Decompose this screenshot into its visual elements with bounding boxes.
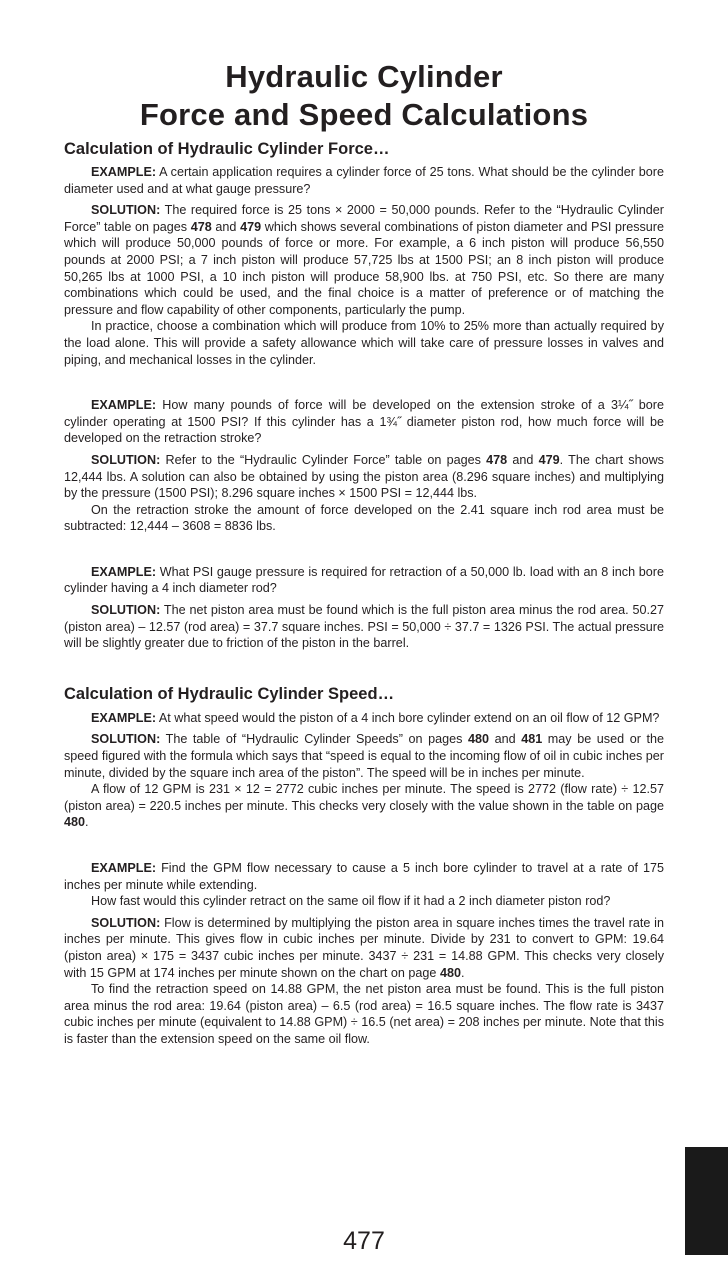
force-practice-paragraph: In practice, choose a combination which will produce from 10% to 25% more than actually required by the load alone. This will provide a safety allowance which will take care of pressure losses in valves and piping, and mechanical losses in the cylinder. [64,319,664,367]
force-solution-3: SOLUTION: The net piston area must be found which is the full piston area minus the rod area. 50.27 (piston area) – 12.57 (rod area) = 37.7 square inches. PSI = 50,000 ÷ 37.7 = 1326 PSI. The actual pressure will be slightly greater due to friction of the piston in the barrel. [64,603,664,651]
thumb-index-tab [685,1147,728,1255]
speed-retraction-paragraph: To find the retraction speed on 14.88 GPM, the net piston area must be found. This is the full piston area minus the rod area: 19.64 (piston area) – 6.5 (rod area) = 16.5 square inches. The flow rate is 3437 cubic inches per minute (equivalent to 14.88 GPM) ÷ 16.5 (net area) = 208 inches per minute. Note that this is faster than the extension speed on the same oil flow. [64,982,664,1046]
force-example-2: EXAMPLE: How many pounds of force will be developed on the extension stroke of a 3¼˝ bore cylinder operating at 1500 PSI? If this cylinder has a 1¾˝ diameter piston rod, how much force will be developed on the retraction stroke? [64,398,664,446]
force-section-heading: Calculation of Hydraulic Cylinder Force… [64,140,390,158]
speed-flow-paragraph: A flow of 12 GPM is 231 × 12 = 2772 cubic inches per minute. The speed is 2772 (flow rate) ÷ 12.57 (piston area) = 220.5 inches per minute. This checks very closely with the value shown in the table on page 480. [64,782,664,830]
speed-example-1: EXAMPLE: At what speed would the piston of a 4 inch bore cylinder extend on an oil flow of 12 GPM? [91,710,660,725]
force-retraction-paragraph: On the retraction stroke the amount of force developed on the 2.41 square inch rod area must be subtracted: 12,444 – 3608 = 8836 lbs. [64,502,664,534]
title-line-1: Hydraulic Cylinder [225,59,503,94]
page-number: 477 [343,1227,385,1255]
title-line-2: Force and Speed Calculations [139,97,589,132]
speed-example-2: EXAMPLE: Find the GPM flow necessary to cause a 5 inch bore cylinder to travel at a rate of 175 inches per minute while extending. [64,861,664,892]
force-solution-2: SOLUTION: Refer to the “Hydraulic Cylinder Force” table on pages 478 and 479. The chart shows 12,444 lbs. A solution can also be obtained by using the piston area (8.296 square inches) and multiplying by the pressure (1500 PSI); 8.296 square inches × 1500 PSI = 12,444 lbs. [64,452,664,501]
force-example-3: EXAMPLE: What PSI gauge pressure is required for retraction of a 50,000 lb. load with an 8 inch bore cylinder having a 4 inch diameter rod? [64,564,664,596]
page-title [64,58,664,134]
force-example-1: EXAMPLE: A certain application requires a cylinder force of 25 tons. What should be the cylinder bore diameter used and at what gauge pressure? [64,165,664,196]
force-solution-1: SOLUTION: The required force is 25 tons × 2000 = 50,000 pounds. Refer to the “Hydraulic Cylinder Force” table on pages 478 and 479 which shows several combinations of piston diameter and PSI pressure which will produce 50,000 pounds of force or more. For example, a 6 inch piston will produce 56,550 pounds at 2000 PSI; a 7 inch piston will produce 57,725 lbs at 1500 PSI; an 8 inch piston will produce 50,265 lbs at 1000 PSI, a 10 inch piston will produce 58,900 lbs. at 750 PSI, etc. So there are many combinations which could be used, and the final choice is a matter of preference or of matching the pressure and flow capability of other components, particularly the pump. [64,203,664,317]
speed-section-heading: Calculation of Hydraulic Cylinder Speed… [64,684,395,703]
speed-solution-2: SOLUTION: Flow is determined by multiplying the piston area in square inches times the travel rate in inches per minute. This gives flow in cubic inches per minute. Divide by 231 to convert to GPM: 19.64 (piston area) × 175 = 3437 cubic inches per minute. 3437 ÷ 231 = 14.88 GPM. This checks very closely with 15 GPM at 174 inches per minute shown on the chart on page 480. [64,915,664,980]
speed-solution-1: SOLUTION: The table of “Hydraulic Cylinder Speeds” on pages 480 and 481 may be used or the speed figured with the formula which says that “speed is equal to the incoming flow of oil in cubic inches per minute, divided by the square inch area of the piston”. The speed will be in inches per minute. [64,732,664,780]
page-body [64,58,664,1048]
speed-question-paragraph: How fast would this cylinder retract on the same oil flow if it had a 2 inch diameter piston rod? [91,894,611,909]
